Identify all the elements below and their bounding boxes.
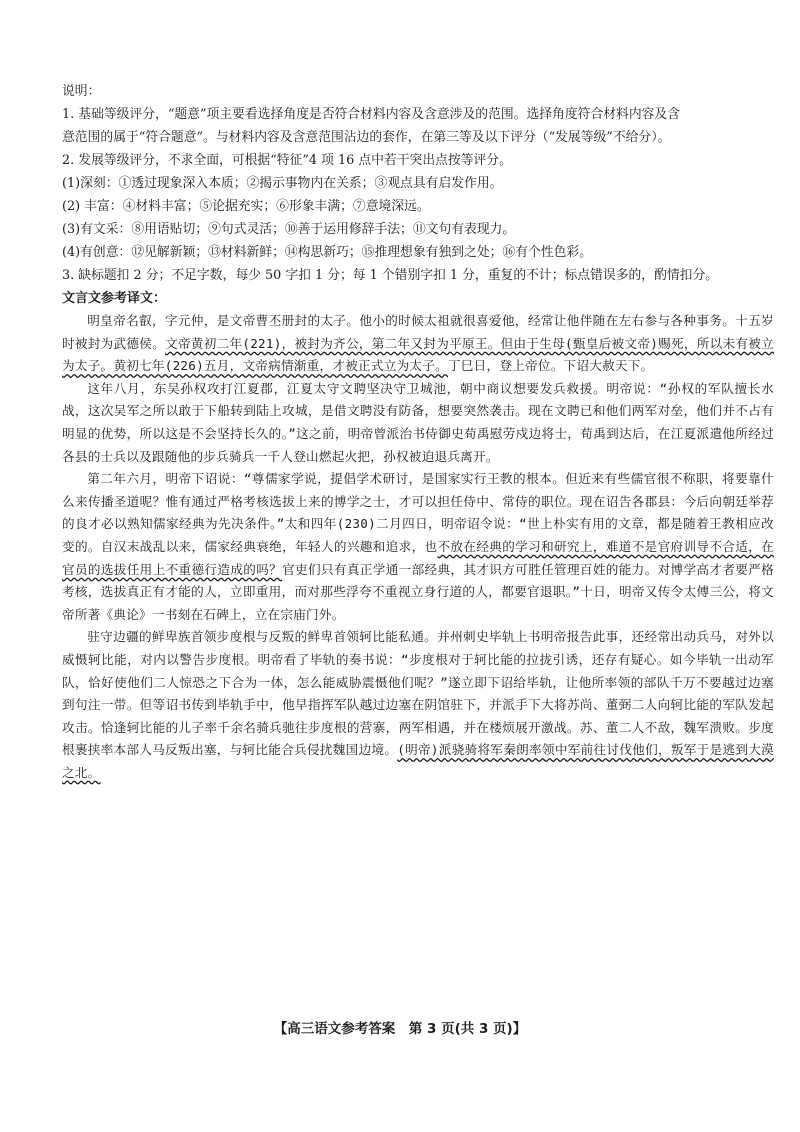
p3-text-b: 官吏们只有真正学通一部经典，其才识方可胜任管理百姓的能力。对博学高才者要严格考核，选拔真正有才能的人，立即重用，而对那些浮夸不重视立身行道的人，都要官退职。”十日，明帝又传令太傅三公，将文帝所著《典论》一书刻在石碑上，立在宗庙门外。 [62, 561, 775, 622]
p1-underlined-text: 文帝黄初二年(221)，被封为齐公，第二年又封为平原王。但由于生母(甄皇后被文帝)赐死，所以未有被立为太子。黄初七年(226)五月，文帝病情渐重，才被正式立为太子。 [62, 335, 775, 374]
note-line-7: (4)有创意：⑫见解新颖；⑬材料新鲜；⑭构思新巧；⑮推理想象有独到之处；⑯有个性色彩。 [62, 245, 593, 260]
note-line-4: (1)深刻：①透过现象深入本质；②揭示事物内在关系；③观点具有启发作用。 [62, 176, 503, 191]
page-footer: 【高三语文参考答案 第 3 页(共 3 页)】 [273, 1021, 527, 1037]
translation-paragraph-1 [62, 310, 774, 378]
p1-text-a: 明皇帝名叡，字元仲，是文帝曹丕册封的太子。他小的时候太祖就很喜爱他，经常让他伴随在左右参与各种事务。十五岁时被封为武德侯。 [62, 313, 774, 351]
p3-text-a: 第二年六月，明帝下诏说：“尊儒家学说，提倡学术研讨，是国家实行王教的根本。但近来有些儒官很不称职，将要靠什么来传播圣道呢？惟有通过严格考核选拔上来的博学之士，才可以担任侍中、常侍的职位。现在诏告各郡县：今后向朝廷举荐的良才必以熟知儒家经典为先决条件。”太和四年(230)二月四日，明帝诏令说：“世上朴实有用的文章，都是随着王教相应改变的。自汉末战乱以来，儒家经典衰绝，年轻人的兴趣和追求，也 [62, 471, 774, 554]
note-line-1: 1. 基础等级评分，“题意”项主要看选择角度是否符合材料内容及含意涉及的范围。选择角度符合材料内容及含 [62, 107, 681, 122]
p1-text-b: 丁巳日，登上帝位。下诏大赦天下。 [447, 358, 654, 374]
note-line-3: 2. 发展等级评分，不求全面，可根据“特征”4 项 16 点中若干突出点按等评分。 [62, 153, 512, 168]
translation-heading: 文言文参考译文： [62, 291, 167, 306]
answer-page [62, 80, 774, 784]
note-line-5: (2) 丰富：④材料丰富；⑤论据充实；⑥形象丰满；⑦意境深远。 [62, 199, 430, 214]
notes-title: 说明： [62, 84, 101, 99]
translation-paragraph-3 [62, 468, 774, 626]
translation-paragraph-2: 这年八月，东吴孙权攻打江夏郡，江夏太守文聘坚决守卫城池，朝中商议想要发兵救援。明帝说：“孙权的军队擅长水战，这次吴军之所以敢于下船转到陆上攻城，是借文聘没有防备，想要突然袭击。现在文聘已和他们两军对垒，他们并不占有明显的优势，所以这是不会坚持长久的。”这之前，明帝曾派治书侍御史荀禹慰劳戍边将士，荀禹到达后，在江夏派遣他所经过各县的士兵以及跟随他的步兵骑兵一千人登山燃起火把，孙权被迫退兵离开。 [62, 380, 774, 464]
translation-paragraph-4 [62, 626, 774, 784]
note-line-6: (3)有文采：⑧用语贴切；⑨句式灵活；⑩善于运用修辞手法；⑪文句有表现力。 [62, 222, 516, 237]
note-line-2: 意范围的属于“符合题意”。与材料内容及含意范围沾边的套作，在第三等及以下评分（“发展等级”不给分）。 [62, 130, 671, 145]
p3-underlined-text: 不放在经典的学习和研究上，难道不是官府训导不合适，在官员的选拔任用上不重德行造成的吗？ [62, 538, 775, 577]
p4-underlined-text: (明帝)派骁骑将军秦朗率领中军前往讨伐他们，叛军于是逃到大漠之北。 [62, 742, 774, 780]
p4-text-a: 驻守边疆的鲜卑族首领步度根与反叛的鲜卑首领轲比能私通。并州刺史毕轨上书明帝报告此事，还经常出动兵马，对外以威慑轲比能，对内以警告步度根。明帝看了毕轨的奏书说：“步度根对于轲比能的拉拢引诱，还存有疑心。如今毕轨一出动军队，恰好使他们二人惊恐之下合为一体，怎么能威胁震慑他们呢？”遂立即下诏给毕轨，让他所率领的部队千万不要越过边塞到句注一带。但等诏书传到毕轨手中，他早指挥军队越过边塞在阴馆驻下，并派手下大将苏尚、董弼二人向轲比能的军队发起攻击。恰逢轲比能的儿子率千余名骑兵驰往步度根的营寨，两军相遇，并在楼烦展开激战。苏、董二人不敌，魏军溃败。步度根裹挟率本部人马反叛出塞，与轲比能合兵侵扰魏国边境。 [62, 629, 774, 758]
note-line-8: 3. 缺标题扣 2 分；不足字数，每少 50 字扣 1 分；每 1 个错别字扣 1 分，重复的不计；标点错误多的，酌情扣分。 [62, 268, 719, 283]
